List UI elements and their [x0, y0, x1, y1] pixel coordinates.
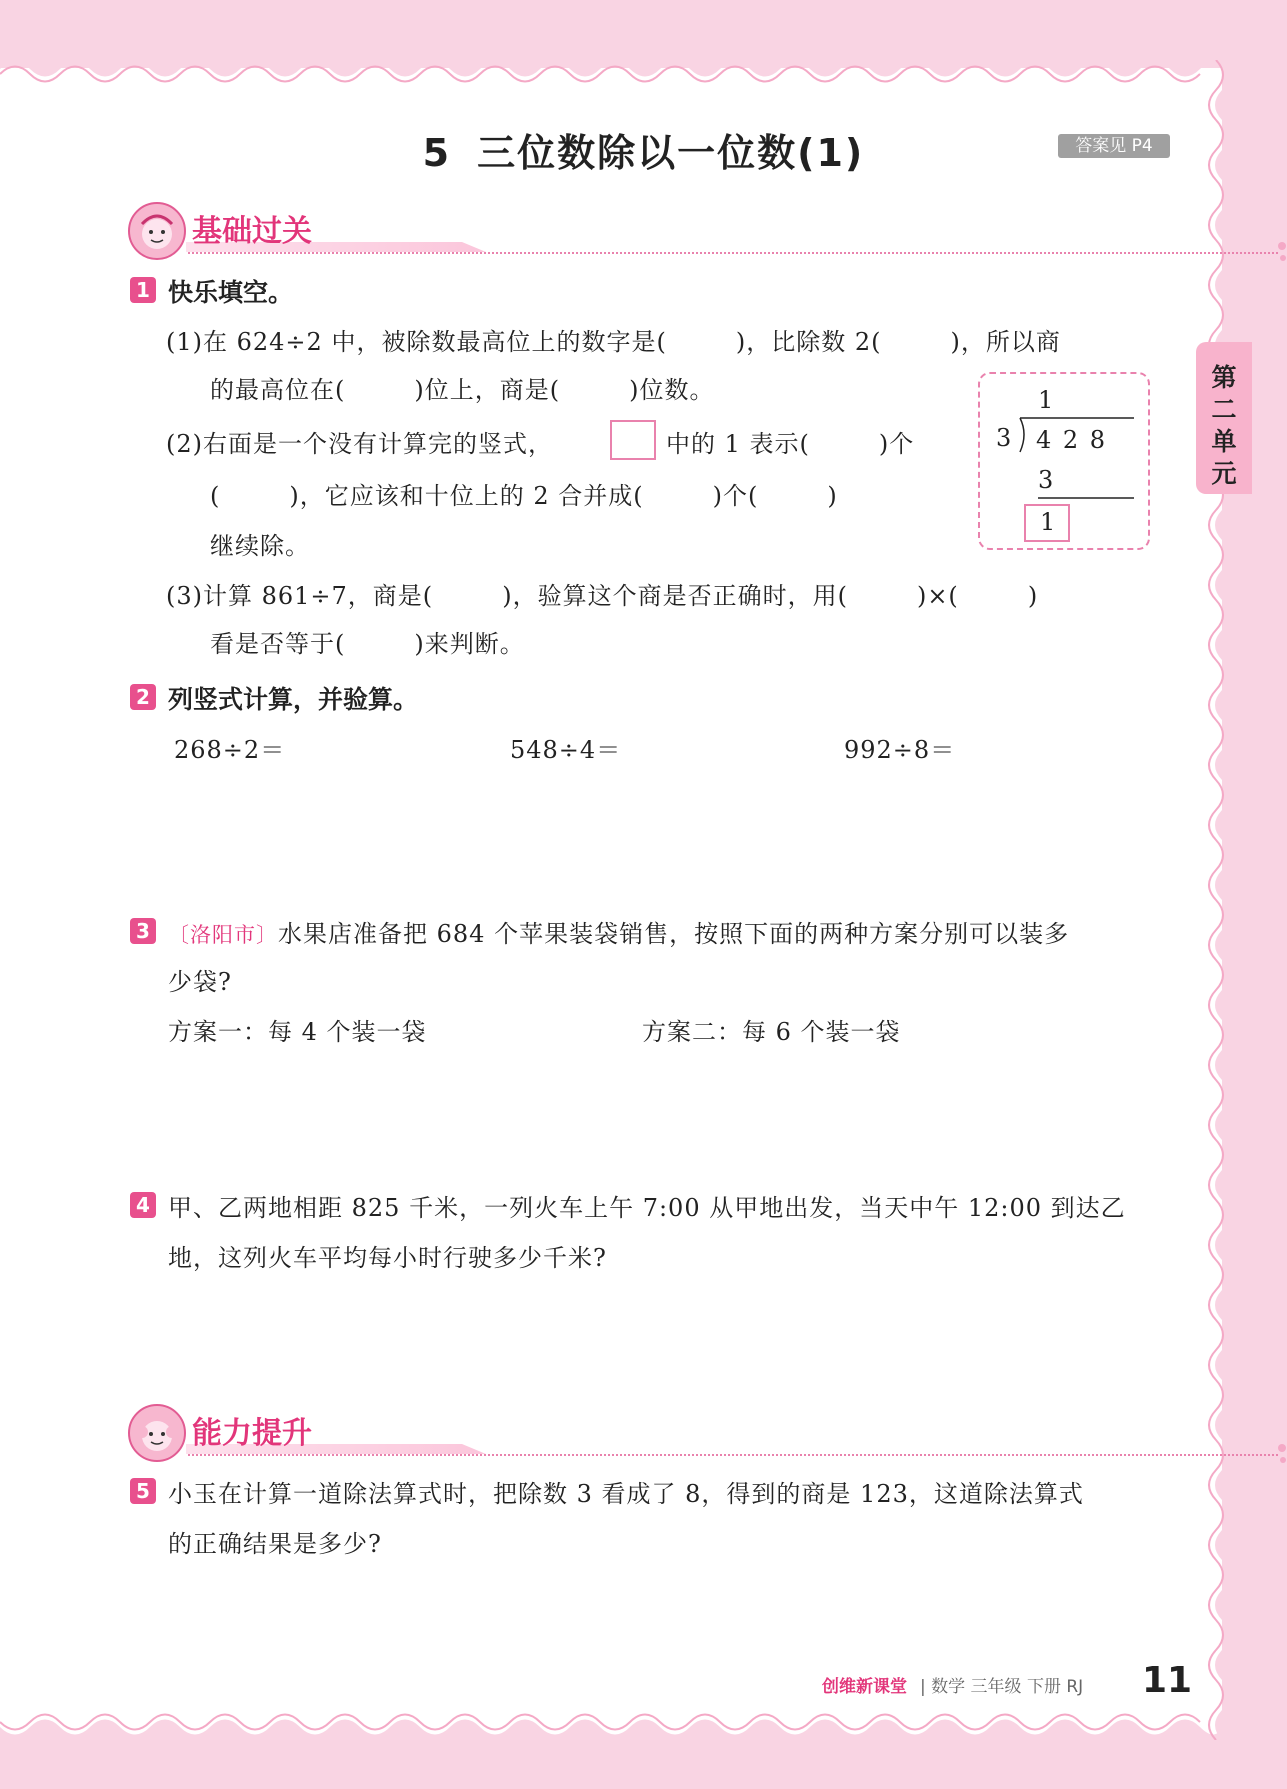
decor-dots-icon: [1276, 1442, 1287, 1466]
q1-part1-line2: 的最高位在( )位上，商是( )位数。: [210, 376, 715, 404]
question-title: 列竖式计算，并验算。: [168, 685, 419, 714]
wavy-border-bottom: [0, 1712, 1222, 1742]
quotient-digit: 1: [1038, 386, 1054, 414]
decor-dots-icon: [1276, 240, 1287, 264]
q4-line2: 地，这列火车平均每小时行驶多少千米?: [168, 1244, 607, 1272]
section-header-basic: [128, 202, 1178, 262]
long-division-figure: [978, 372, 1150, 550]
wavy-border-right: [1200, 60, 1240, 1740]
q1-part2-line2: ( )，它应该和十位上的 2 合并成( )个( ): [210, 482, 838, 510]
section-divider: [188, 1454, 1278, 1456]
question-title: 快乐填空。: [168, 278, 294, 307]
section-header-advanced: [128, 1404, 1178, 1464]
q3-line2: 少袋?: [168, 968, 232, 996]
q4-line1: 甲、乙两地相距 825 千米，一列火车上午 7:00 从甲地出发，当天中午 12:00 到达乙: [168, 1194, 1126, 1222]
wavy-border-top: [0, 54, 1222, 84]
divisor: 3: [996, 424, 1012, 452]
remainder-box: [1024, 504, 1070, 542]
lesson-number: 5: [422, 131, 452, 175]
q1-part3-line2: 看是否等于( )来判断。: [210, 630, 525, 658]
q1-part2-line1a: (2)右面是一个没有计算完的竖式，: [166, 430, 553, 458]
q3-plan2: 方案二：每 6 个装一袋: [642, 1018, 901, 1046]
answer-box: [610, 420, 656, 460]
q1-part3-line1: (3)计算 861÷7，商是( )，验算这个商是否正确时，用( )×( ): [166, 582, 1039, 610]
q1-part2-line1b: 中的 1 表示( )个: [666, 430, 915, 458]
page-number: 11: [1142, 1660, 1193, 1701]
q3-plan1: 方案一：每 4 个装一袋: [168, 1018, 427, 1046]
q3-line1: 〔洛阳市〕水果店准备把 684 个苹果装袋销售，按照下面的两种方案分别可以装多: [168, 920, 1070, 948]
footer-details: | 数学 三年级 下册 RJ: [920, 1677, 1084, 1697]
section-label: 能力提升: [192, 1416, 312, 1451]
unit-side-tab-label: 第二单元: [1211, 363, 1237, 488]
remainder-digit: 1: [1040, 508, 1056, 536]
question-number-badge: 2: [130, 684, 156, 710]
unit-side-tab: [1196, 342, 1252, 494]
partial-product: 3: [1038, 466, 1054, 494]
q1-part1-line1: (1)在 624÷2 中，被除数最高位上的数字是( )，比除数 2( )，所以商: [166, 328, 1061, 356]
calc-problem-3: 992÷8＝: [844, 736, 956, 764]
mascot-avatar-icon: [128, 1404, 186, 1462]
question-number-badge: 3: [130, 918, 156, 944]
answer-reference-badge: 答案见 P4: [1058, 134, 1170, 158]
mascot-avatar-icon: [128, 202, 186, 260]
question-number-badge: 4: [130, 1192, 156, 1218]
q5-line1: 小玉在计算一道除法算式时，把除数 3 看成了 8，得到的商是 123，这道除法算式: [168, 1480, 1084, 1508]
dividend: 4 2 8: [1036, 426, 1108, 454]
question-number-badge: 1: [130, 277, 156, 303]
calc-problem-2: 548÷4＝: [510, 736, 622, 764]
question-number-badge: 5: [130, 1478, 156, 1504]
calc-problem-1: 268÷2＝: [174, 736, 286, 764]
footer-brand: 创维新课堂: [822, 1677, 907, 1697]
section-label: 基础过关: [192, 214, 312, 249]
lesson-title: 三位数除以一位数(1): [477, 131, 865, 175]
q5-line2: 的正确结果是多少?: [168, 1530, 382, 1558]
q1-part2-line3: 继续除。: [210, 532, 310, 560]
region-tag: 〔洛阳市〕: [168, 923, 278, 947]
section-divider: [188, 252, 1278, 254]
